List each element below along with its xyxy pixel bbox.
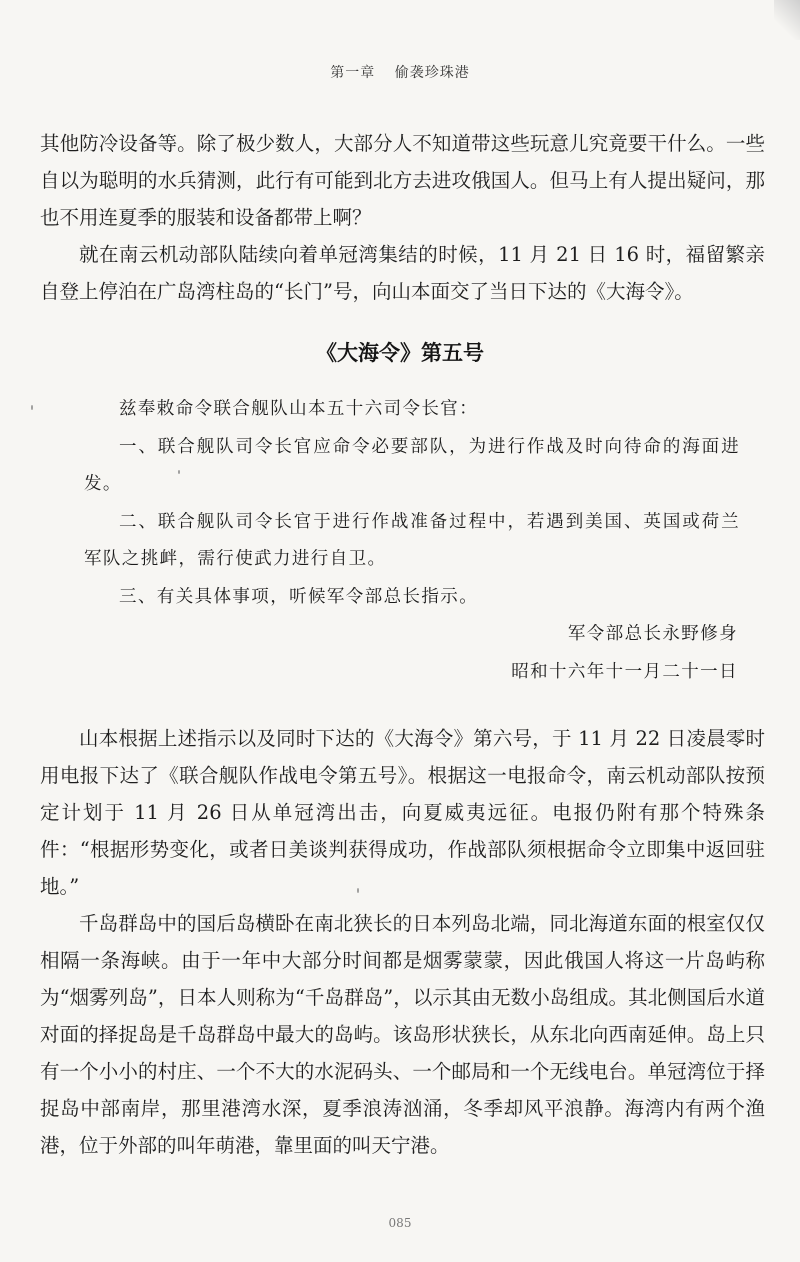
decree-text <box>84 391 740 691</box>
decree-line: 一、联合舰队司令长官应命令必要部队，为进行作战及时向待命的海面进发。 <box>84 436 740 494</box>
page-number: 085 <box>388 1216 412 1230</box>
decree-line: 三、有关具体事项，听候军令部总长指示。 <box>119 586 479 607</box>
decree-date: 昭和十六年十一月二十一日 <box>511 661 738 682</box>
chapter-label: 第一章 <box>330 65 376 81</box>
scan-speck <box>31 405 33 410</box>
running-header <box>0 62 800 82</box>
decree-title: 《大海令》第五号 <box>316 340 484 365</box>
decree-line: 二、联合舰队司令长官于进行作战准备过程中，若遇到美国、英国或荷兰军队之挑衅，需行使武力进行自卫。 <box>84 511 740 569</box>
scan-corner-shadow <box>774 0 800 40</box>
body-text-bottom <box>40 720 765 1164</box>
decree-signature: 军令部总长永野修身 <box>567 624 738 644</box>
chapter-title: 偷袭珍珠港 <box>394 65 470 81</box>
paragraph: 就在南云机动部队陆续向着单冠湾集结的时候，11 月 21 日 16 时，福留繁亲自登上停泊在广岛湾柱岛的“长门”号，向山本面交了当日下达的《大海令》。 <box>40 243 765 303</box>
decree-line: 兹奉敕命令联合舰队山本五十六司令长官： <box>119 399 479 419</box>
body-text-top <box>40 125 765 310</box>
paragraph: 山本根据上述指示以及同时下达的《大海令》第六号，于 11 月 22 日凌晨零时用电报下达了《联合舰队作战电令第五号》。根据这一电报命令，南云机动部队按预定计划于 11 月 26 日从单冠湾出击，向夏威夷远征。电报仍附有那个特殊条件：“根据形势变化，或者日美谈判获得成功，作战部队须根据命令立即集中返回驻地。” <box>40 727 765 898</box>
paragraph: 千岛群岛中的国后岛横卧在南北狭长的日本列岛北端，同北海道东面的根室仅仅相隔一条海峡。由于一年中大部分时间都是烟雾蒙蒙，因此俄国人将这一片岛屿称为“烟雾列岛”，日本人则称为“千岛群岛”，以示其由无数小岛组成。其北侧国后水道对面的择捉岛是千岛群岛中最大的岛屿。该岛形状狭长，从东北向西南延伸。岛上只有一个小小的村庄、一个不大的水泥码头、一个邮局和一个无线电台。单冠湾位于择捉岛中部南岸，那里港湾水深，夏季浪涛汹涌，冬季却风平浪静。海湾内有两个渔港，位于外部的叫年萌港，靠里面的叫天宁港。 <box>40 912 765 1157</box>
scan-speck <box>357 888 359 893</box>
paragraph: 其他防冷设备等。除了极少数人，大部分人不知道带这些玩意儿究竟要干什么。一些自以为聪明的水兵猜测，此行有可能到北方去进攻俄国人。但马上有人提出疑问，那也不用连夏季的服装和设备都带上啊？ <box>40 132 765 229</box>
scan-speck <box>178 470 180 474</box>
